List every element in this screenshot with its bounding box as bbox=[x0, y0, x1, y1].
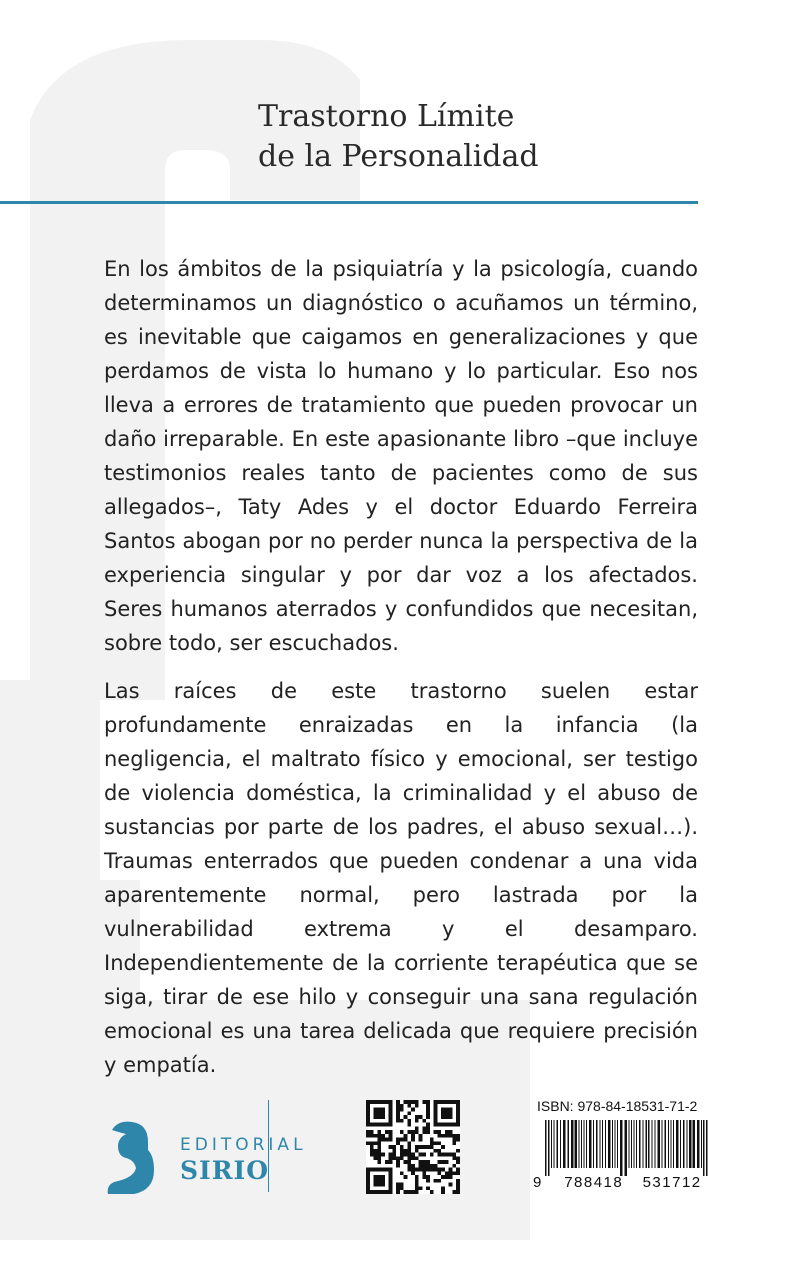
publisher-name-sirio: SIRIO bbox=[180, 1156, 269, 1185]
isbn-barcode bbox=[533, 1098, 713, 1194]
barcode-icon bbox=[533, 1120, 713, 1176]
qr-code-icon bbox=[366, 1100, 460, 1194]
isbn-label: ISBN: 978-84-18531-71-2 bbox=[537, 1098, 698, 1114]
publisher-name-editorial: EDITORIAL bbox=[180, 1135, 307, 1155]
ean-left-group: 788418 bbox=[564, 1174, 624, 1191]
book-title bbox=[258, 97, 738, 177]
swan-logo-icon bbox=[104, 1120, 156, 1196]
book-title-line-1: Trastorno Límite bbox=[258, 99, 515, 134]
synopsis bbox=[104, 252, 698, 1096]
title-underline bbox=[0, 201, 698, 204]
synopsis-paragraph-1: En los ámbitos de la psiquiatría y la psicología, cuando determinamos un diagnóstico o acuñamos un término, es inevitable que caigamos en generalizaciones y que perdamos de vista lo humano y lo particular. Eso nos lleva a errores de tratamiento que pueden provocar un daño irreparable. En este apasionante libro –que incluye testimonios reales tanto de pacientes como de sus allegados–, Taty Ades y el doctor Eduardo Ferreira Santos abogan por no perder nunca la perspectiva de la experiencia singular y por dar voz a los afectados. Seres humanos aterrados y confundidos que necesitan, sobre todo, ser escuchados. bbox=[104, 257, 698, 655]
ean-first-digit: 9 bbox=[533, 1174, 543, 1191]
synopsis-paragraph-2: Las raíces de este trastorno suelen estar profundamente enraizadas en la infancia (la negligencia, el maltrato físico y emocional, ser testigo de violencia doméstica, la criminalidad y el abuso de sustancias por parte de los padres, el abuso sexual…). Traumas enterrados que pueden condenar a una vida aparentemente normal, pero lastrada por la vulnerabilidad extrema y el desamparo. Independientemente de la corriente terapéutica que se siga, tirar de ese hilo y conseguir una sana regulación emocional es una tarea delicada que requiere precisión y empatía. bbox=[104, 679, 698, 1077]
ean-right-group: 531712 bbox=[642, 1174, 702, 1191]
ean-digits bbox=[533, 1174, 713, 1191]
book-title-line-2: de la Personalidad bbox=[258, 139, 539, 174]
